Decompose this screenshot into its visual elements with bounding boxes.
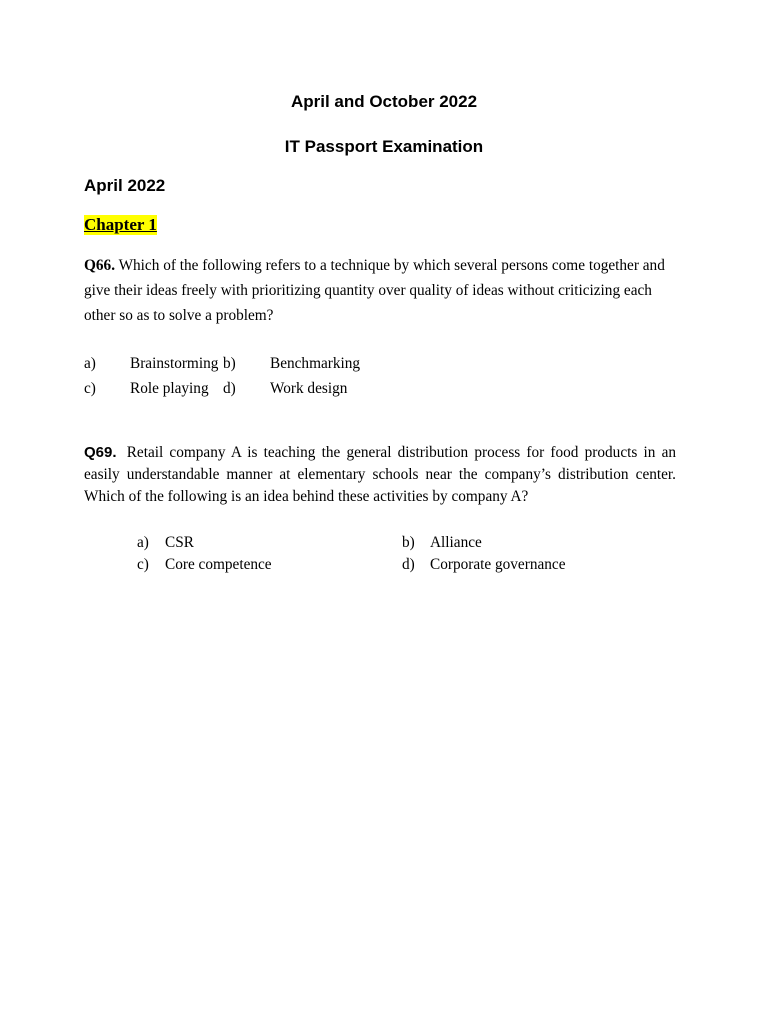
option-letter: b) xyxy=(223,355,236,372)
option-letter: c) xyxy=(84,380,96,397)
option-letter: a) xyxy=(137,534,149,551)
option-text: Benchmarking xyxy=(270,355,361,372)
option-text: Corporate governance xyxy=(430,556,566,573)
option-letter: b) xyxy=(402,534,415,551)
option-text: CSR xyxy=(165,534,194,551)
question-text: Retail company A is teaching the general distribution process for food products in an easily understandable manner at elementary schools near the company’s distribution center. Which of the following is an idea behind these activities by company A? xyxy=(84,444,677,505)
option-letter: a) xyxy=(84,355,96,372)
chapter-heading: Chapter 1 xyxy=(84,215,157,234)
option-text: Brainstorming xyxy=(130,355,219,372)
option-letter: d) xyxy=(223,380,236,397)
question-text: Which of the following refers to a technique by which several persons come together and give their ideas freely with prioritizing quantity over quality of ideas without criticizing each other so as to solve a problem? xyxy=(84,257,665,324)
question-label: Q66. xyxy=(84,257,116,274)
option-text: Core competence xyxy=(165,556,272,573)
exam-title: IT Passport Examination xyxy=(284,137,484,156)
option-text: Work design xyxy=(270,380,348,397)
question-q69 xyxy=(84,442,676,508)
document-title: April and October 2022 xyxy=(290,92,478,111)
section-heading: April 2022 xyxy=(84,176,166,195)
option-text: Role playing xyxy=(130,380,209,397)
option-text: Alliance xyxy=(430,534,482,551)
option-letter: c) xyxy=(137,556,149,573)
question-label: Q69. xyxy=(84,444,117,461)
option-letter: d) xyxy=(402,556,415,573)
question-q66 xyxy=(84,253,676,328)
